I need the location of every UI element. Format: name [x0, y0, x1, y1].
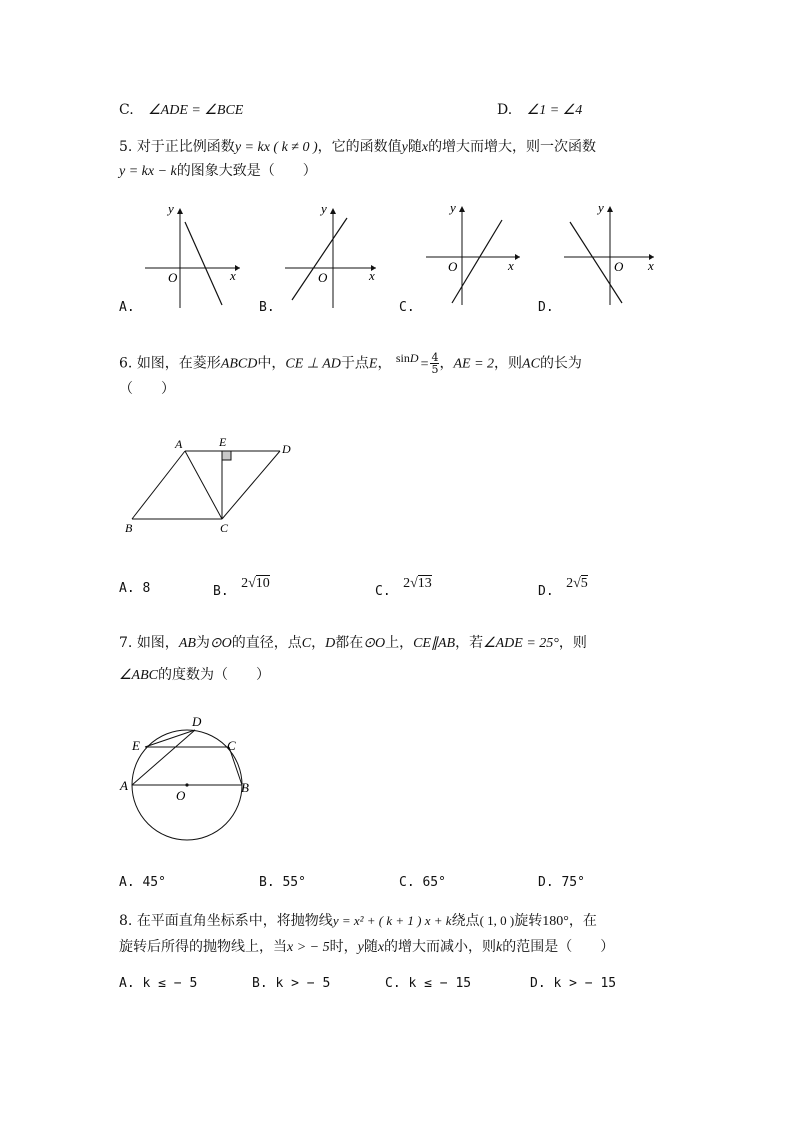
q5-graph-d-y-label: y	[598, 200, 604, 215]
q5-graph-c-y-label: y	[450, 200, 456, 215]
q8-pivot-point: ( 1, 0 )	[479, 913, 515, 928]
q6-fraction-numerator: 4	[431, 350, 439, 364]
q5-graph-a	[140, 200, 250, 310]
q4-option-d-label: D.	[497, 102, 513, 118]
q8-var-x: x	[377, 940, 385, 955]
q8-text: 随	[363, 939, 378, 955]
q5-graph-c	[422, 200, 532, 310]
q7-text: ，若	[455, 635, 484, 651]
q5-graph-d-origin-label: O	[614, 259, 624, 274]
q7-label-e: E	[132, 738, 140, 753]
q5-stem-line1	[119, 140, 596, 155]
q6-stem-line1	[119, 348, 582, 376]
q7-circle-o: ⊙O	[363, 636, 386, 651]
q7-text: ，则	[558, 635, 587, 651]
q6-option-d[interactable]	[538, 576, 588, 598]
q8-text: 在平面直角坐标系中，将抛物线	[136, 913, 333, 929]
q6-rhombus-figure	[120, 432, 300, 542]
q5-var-y: y	[401, 140, 408, 155]
q5-option-d[interactable]: D.	[538, 300, 554, 315]
q6-option-d-coef: 2	[566, 576, 574, 591]
q6-option-c-coef: 2	[403, 576, 411, 591]
q6-option-c-label: C.	[375, 584, 391, 599]
q8-condition: x > − 5	[287, 940, 330, 955]
q4-option-d-text: ∠1 = ∠4	[526, 103, 583, 118]
q7-circle-o: ⊙O	[209, 636, 232, 651]
q8-text: ，在	[568, 913, 597, 929]
q8-var-y: y	[357, 940, 364, 955]
q5-graph-b-x-label: x	[369, 268, 375, 283]
q7-text: 的直径，点	[231, 635, 302, 651]
q8-text: 的范围是（ ）	[502, 939, 615, 955]
q6-option-b-coef: 2	[241, 576, 249, 591]
q7-text: 上，	[385, 635, 414, 651]
q8-option-a[interactable]: A. k ≤ − 5	[119, 976, 198, 991]
q8-number: 8.	[119, 913, 133, 929]
q5-linear-function: y = kx − k	[119, 164, 177, 179]
q6-text: 中，	[257, 355, 286, 372]
q5-graph-b	[282, 200, 392, 310]
q6-point-e: E	[368, 356, 378, 372]
q6-option-b-radicand: 10	[255, 576, 270, 591]
sqrt-icon: √	[410, 576, 418, 591]
q4-option-c-label: C.	[119, 102, 134, 118]
q8-rotation-angle: 180°	[542, 914, 569, 929]
q6-label-b: B	[125, 521, 133, 535]
q6-segment-ac: AC	[522, 356, 540, 372]
q8-parabola: y = x² + ( k + 1 ) x + k	[332, 913, 452, 928]
q5-graph-d-x-label: x	[648, 258, 654, 273]
q7-angle-ade: ∠ADE = 25°	[483, 636, 559, 651]
q5-text: 的图象大致是（ ）	[176, 163, 317, 179]
q6-label-a: A	[175, 437, 183, 451]
q7-text: 为	[195, 635, 210, 651]
q7-option-c[interactable]: C. 65°	[399, 875, 446, 890]
q5-number: 5.	[119, 139, 133, 155]
q6-text: ，	[439, 355, 454, 372]
q8-text: 绕点	[451, 913, 480, 929]
q6-option-c-radicand: 13	[417, 576, 432, 591]
q4-option-c	[119, 103, 243, 118]
q6-fraction-denominator: 5	[431, 363, 439, 377]
q6-text: ，	[377, 355, 392, 372]
q4-option-d	[497, 103, 582, 118]
q7-text: 如图，	[136, 635, 179, 651]
q5-text: 对于正比例函数	[136, 139, 235, 155]
q7-label-c: C	[227, 738, 236, 753]
q7-parallel: CE∥AB	[413, 636, 456, 651]
q7-text: 的度数为（ ）	[158, 667, 270, 683]
q5-graph-d	[562, 200, 672, 310]
q7-label-a: A	[120, 778, 128, 793]
q5-graph-b-y-label: y	[321, 201, 327, 216]
q8-var-k: k	[496, 940, 503, 955]
q6-option-a[interactable]: A. 8	[119, 581, 151, 596]
q5-option-c[interactable]: C.	[399, 300, 415, 315]
q8-option-d[interactable]: D. k > − 15	[530, 976, 617, 991]
q7-circle-figure	[118, 712, 268, 872]
q5-option-a[interactable]: A.	[119, 300, 135, 315]
q7-segment-ab: AB	[178, 636, 196, 651]
q5-graph-a-origin-label: O	[168, 270, 178, 285]
q7-angle-abc: ∠ABC	[119, 668, 158, 683]
q6-text: 于点	[340, 355, 369, 372]
q6-answer-paren: （ ）	[119, 381, 175, 397]
q7-text: ，	[311, 635, 326, 651]
q6-option-b-label: B.	[213, 584, 229, 599]
q7-point-c: C	[301, 636, 312, 651]
sqrt-icon: √	[573, 576, 581, 591]
q8-text: 的增大而减小，则	[384, 939, 497, 955]
q5-text: 随	[407, 139, 422, 155]
q6-equals: =	[420, 356, 429, 372]
q7-text: 都在	[335, 635, 364, 651]
q7-point-d: D	[325, 636, 336, 651]
q6-sin-angle: D	[409, 351, 419, 365]
q6-text: 的长为	[539, 355, 582, 372]
q5-text: ，它的函数值	[317, 139, 402, 155]
q5-graph-a-y-label: y	[168, 201, 174, 216]
q7-option-a[interactable]: A. 45°	[119, 875, 166, 890]
q6-option-c[interactable]	[375, 576, 432, 598]
q6-text: 如图，在菱形	[136, 355, 221, 372]
q7-label-d: D	[192, 714, 202, 729]
q6-perpendicular: CE ⊥ AD	[285, 356, 341, 372]
q6-text: ，则	[494, 355, 523, 372]
q5-text: 的增大而增大，则一次函数	[428, 139, 597, 155]
q6-rhombus-name: ABCD	[220, 356, 258, 372]
q7-stem-line1	[119, 636, 587, 651]
q8-stem-line2	[119, 940, 614, 955]
q7-option-b[interactable]: B. 55°	[259, 875, 306, 890]
q6-option-d-label: D.	[538, 584, 554, 599]
q5-graph-b-origin-label: O	[318, 270, 328, 285]
q5-option-b[interactable]: B.	[259, 300, 275, 315]
q6-option-d-radicand: 5	[580, 576, 588, 591]
q6-label-e: E	[219, 435, 227, 449]
q4-option-c-text: ∠ADE = ∠BCE	[148, 103, 244, 118]
q8-text: 旋转	[514, 913, 543, 929]
q6-ae-value: AE = 2	[453, 356, 495, 372]
q8-option-b[interactable]: B. k > − 5	[252, 976, 331, 991]
q7-label-b: B	[241, 780, 249, 795]
q6-option-b[interactable]	[213, 576, 270, 598]
q8-text: 时，	[329, 939, 358, 955]
q5-var-x: x	[421, 140, 429, 155]
q5-graph-c-origin-label: O	[448, 259, 458, 274]
q6-sin: sin	[395, 351, 410, 365]
q8-stem-line1	[119, 914, 597, 929]
q5-proportional-function: y = kx ( k ≠ 0 )	[234, 140, 318, 155]
q7-option-d[interactable]: D. 75°	[538, 875, 585, 890]
q5-stem-line2	[119, 164, 317, 179]
q8-option-c[interactable]: C. k ≤ − 15	[385, 976, 472, 991]
q5-graph-c-x-label: x	[508, 258, 514, 273]
sqrt-icon: √	[248, 576, 256, 591]
q7-label-o: O	[176, 788, 186, 803]
q6-label-c: C	[220, 521, 229, 535]
q6-number: 6.	[119, 355, 133, 372]
q8-text: 旋转后所得的抛物线上，当	[119, 939, 287, 955]
q6-label-d: D	[282, 442, 291, 456]
q6-stem-line2	[119, 382, 175, 396]
q7-number: 7.	[119, 635, 133, 651]
q5-graph-a-x-label: x	[230, 268, 236, 283]
q7-stem-line2	[119, 668, 270, 683]
